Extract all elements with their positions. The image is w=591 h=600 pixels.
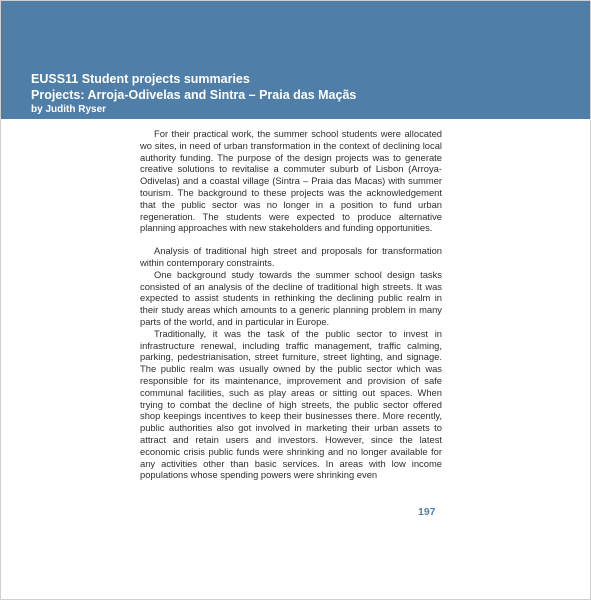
page-number: 197	[418, 506, 436, 518]
paragraph-public-sector: Traditionally, it was the task of the public sector to invest in infrastructure renewal, including traffic management, traffic calming, parking, pedestrianisation, street furniture, street lighting, and signage. The public realm was usually owned by the public sector which was responsible for its maintenance, improvement and provision of safe communal facilities, such as play areas or sitting out spaces. When trying to combat the decline of high streets, the public sector offered shop keepings incentives to keep their businesses there. More recently, public authorities also got involved in marketing their urban assets to attract and retain users and investors. However, since the latest economic crisis public funds were shrinking and no longer available for any activities other than basic services. In areas with low income populations whose spending powers were shrinking even	[140, 327, 442, 481]
paragraph-background-study: One background study towards the summer school design tasks consisted of an analysis of the decline of traditional high streets. It was expected to assist students in rethinking the declining public realm in their study areas which amounts to a generic planning problem in many parts of the world, and in particular in Europe.	[140, 268, 442, 327]
article-body	[140, 128, 442, 481]
projects-title: Projects: Arroja-Odivelas and Sintra – Praia das Maçãs	[31, 87, 357, 102]
paragraph-analysis-heading: Analysis of traditional high street and proposals for transformation within contemporary constraints.	[140, 245, 442, 268]
header-band	[1, 1, 590, 119]
series-title: EUSS11 Student projects summaries	[31, 72, 250, 86]
paragraph-intro: For their practical work, the summer school students were allocated wo sites, in need of urban transformation in the context of declining local authority funding. The purpose of the design projects was to generate creative solutions to revitalise a commuter suburb of Lisbon (Arroya-Odivelas) and a coastal village (Sintra – Praia das Macas) with summer tourism. The background to these projects was the acknowledgement that the public sector was no longer in a position to fund urban regeneration. The students were expected to produce alternative planning approaches with new stakeholders and funding opportunities.	[140, 128, 442, 234]
author-byline: by Judith Ryser	[31, 104, 107, 115]
header-title-block	[31, 72, 356, 117]
